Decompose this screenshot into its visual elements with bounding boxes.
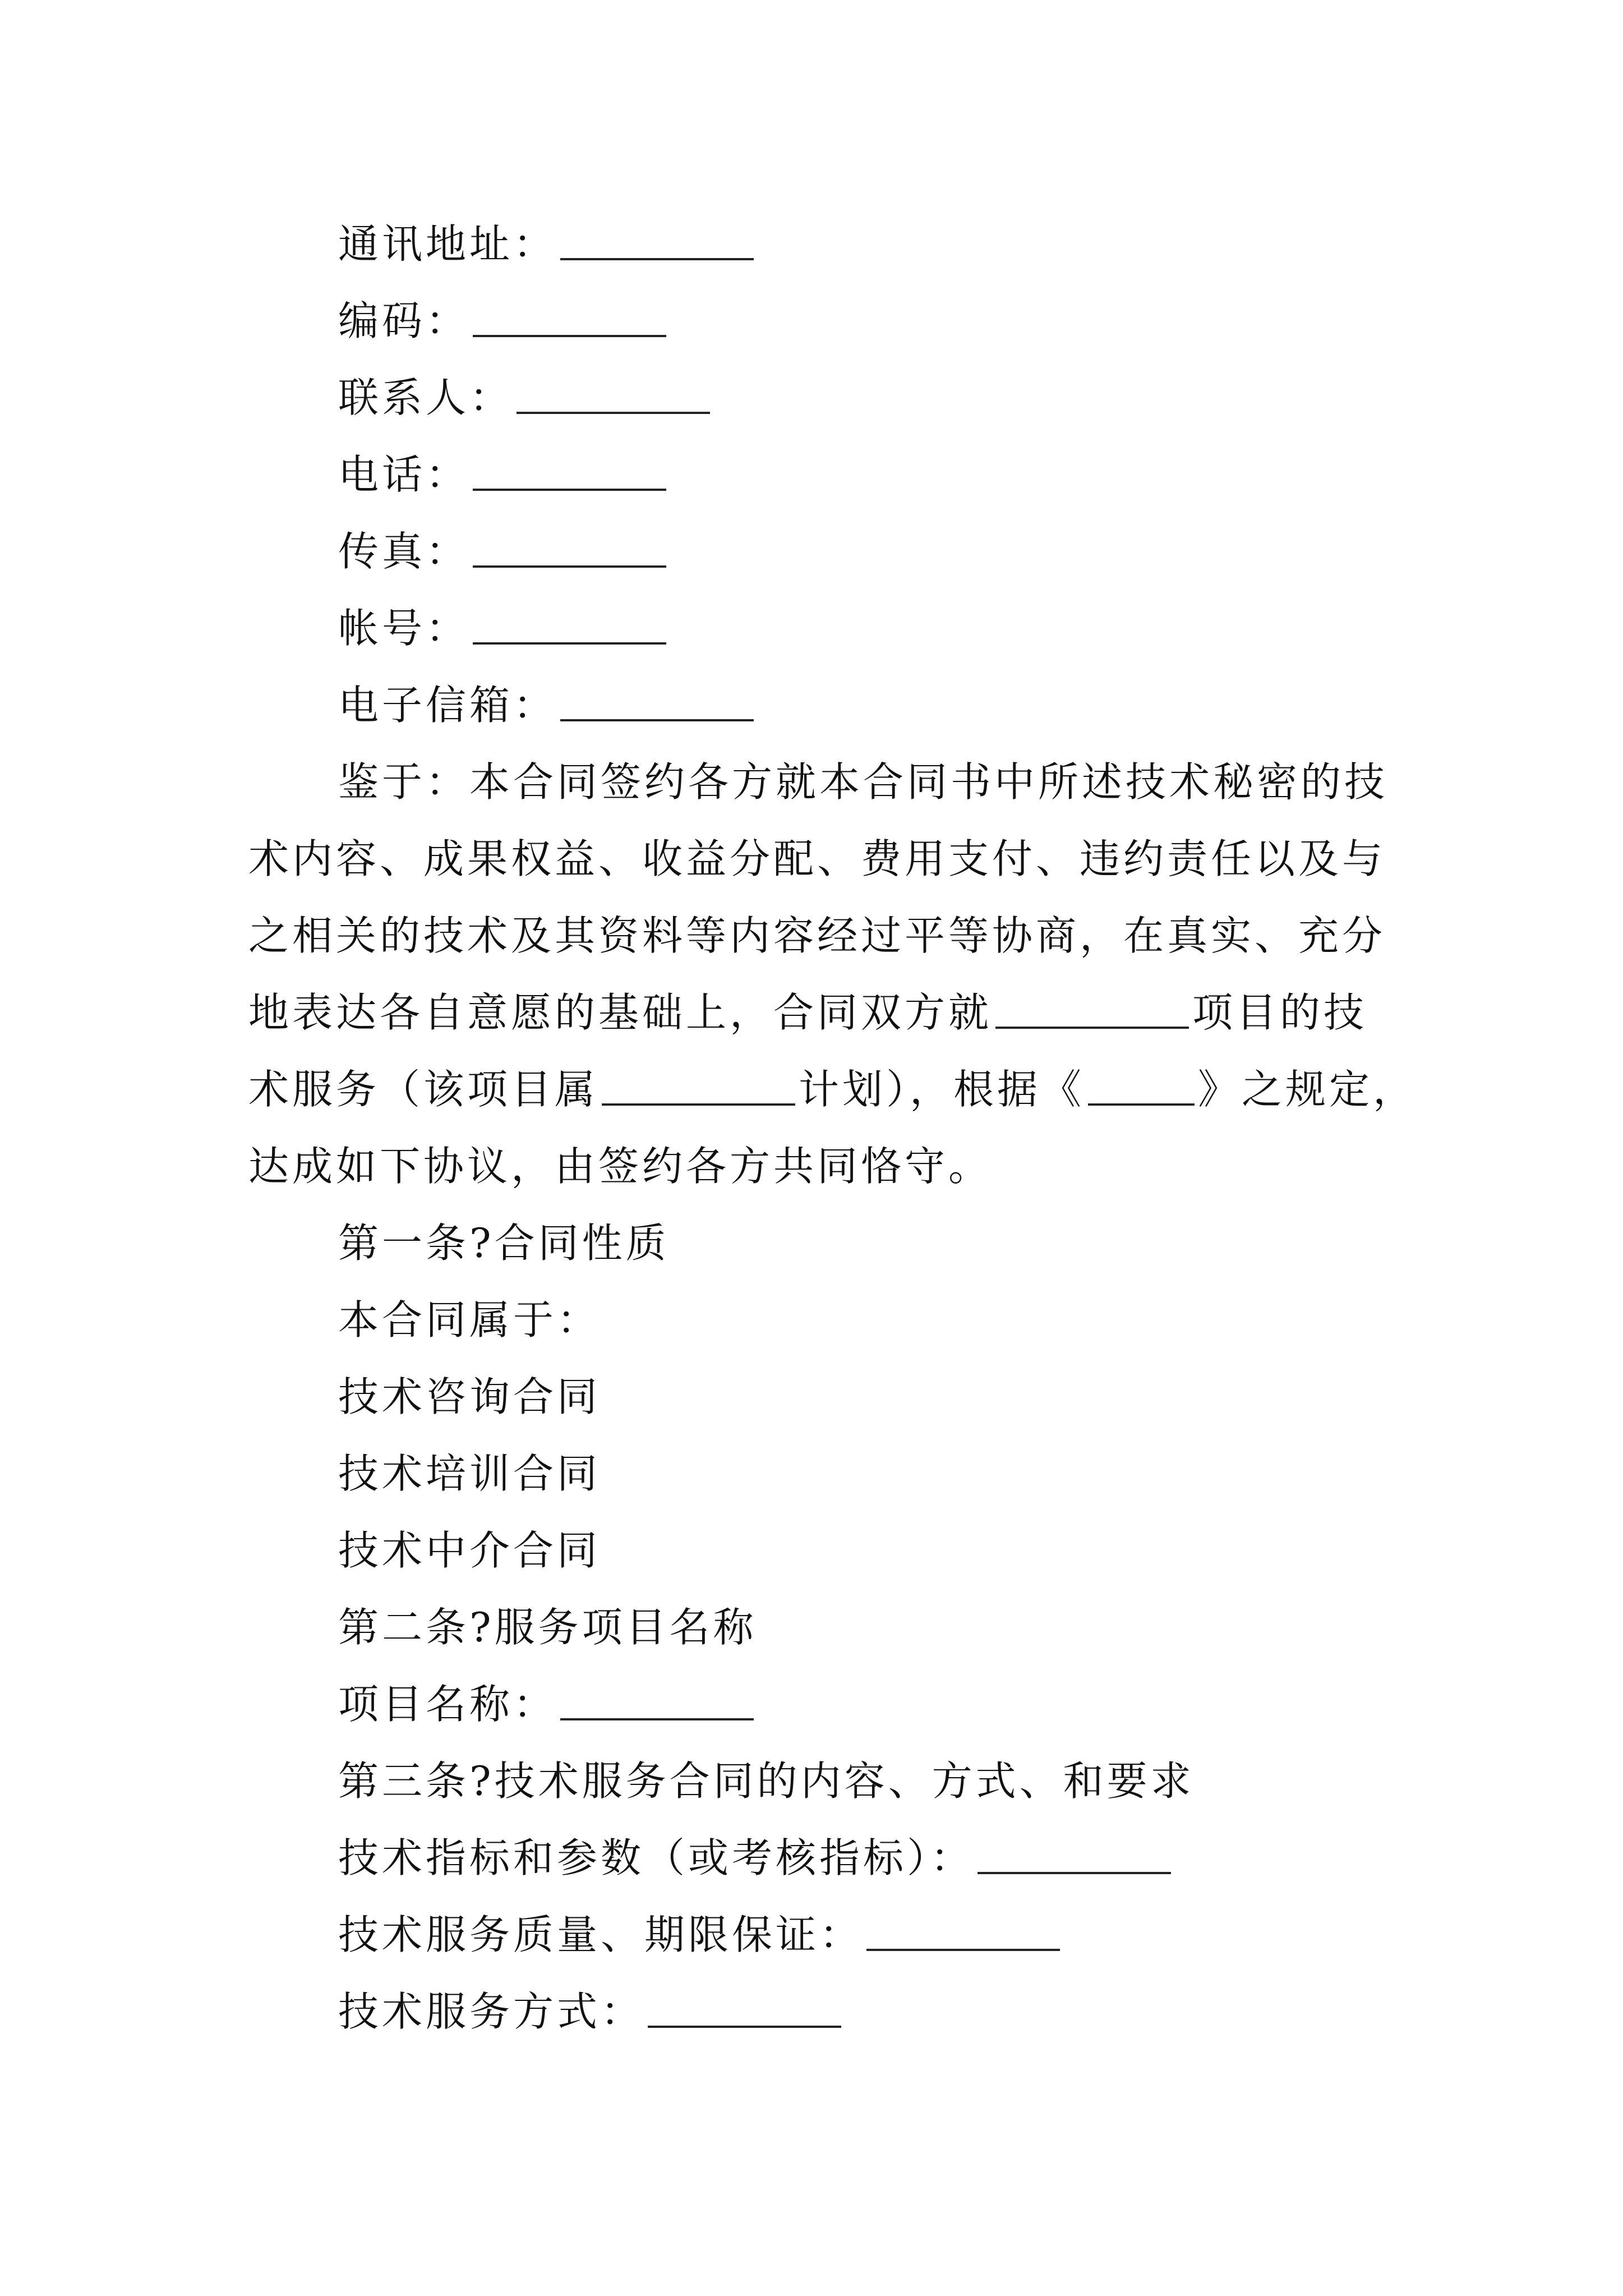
fax-label: 传真：: [338, 528, 470, 575]
project-blank: [995, 1027, 1189, 1029]
fax-blank: [473, 565, 666, 568]
article1-intro-text: 本合同属于：: [338, 1296, 601, 1343]
email-line: [0, 677, 1623, 733]
preamble-text-5c: 》之规定，: [1198, 1066, 1417, 1113]
postcode-blank: [473, 335, 666, 337]
preamble-line-2: [0, 831, 1623, 887]
article1-heading-text: 第一条?合同性质: [338, 1220, 670, 1267]
preamble-text-3: 之相关的技术及其资料等内容经过平等协商，在真实、充分: [248, 912, 1386, 959]
address-blank: [560, 258, 754, 260]
option-consulting: 技术咨询合同: [338, 1373, 601, 1420]
phone-label: 电话：: [338, 451, 470, 498]
preamble-line-3: [0, 908, 1623, 964]
article2-heading-text: 第二条?服务项目名称: [338, 1604, 757, 1651]
account-blank: [473, 642, 666, 645]
option-training: 技术培训合同: [338, 1450, 601, 1497]
postcode-line: [0, 293, 1623, 349]
preamble-text-5a: 术服务（该项目属: [248, 1066, 599, 1113]
email-blank: [560, 719, 754, 721]
preamble-line-6: [0, 1138, 1623, 1194]
project-name-line: [0, 1676, 1623, 1732]
preamble-line-1: [0, 754, 1623, 810]
indicators-line: [0, 1830, 1623, 1886]
account-label: 帐号：: [338, 605, 470, 652]
indicators-label: 技术指标和参数（或考核指标）：: [338, 1834, 975, 1881]
method-blank: [648, 2026, 841, 2028]
article3-heading: [0, 1753, 1623, 1809]
quality-blank: [866, 1949, 1060, 1951]
account-line: [0, 600, 1623, 656]
method-line: [0, 1984, 1623, 2040]
contact-person-line: [0, 370, 1623, 426]
law-blank: [1088, 1103, 1195, 1106]
article1-option-2: [0, 1446, 1623, 1502]
preamble-text-6: 达成如下协议，由签约各方共同恪守。: [248, 1143, 993, 1190]
address-line: [0, 216, 1623, 272]
plan-blank: [602, 1103, 795, 1106]
preamble-line-5: [0, 1061, 1623, 1117]
article3-heading-text: 第三条?技术服务合同的内容、方式、和要求: [338, 1757, 1195, 1805]
phone-blank: [473, 489, 666, 491]
preamble-text-1: 鉴于：本合同签约各方就本合同书中所述技术秘密的技: [338, 758, 1389, 806]
option-intermediary: 技术中介合同: [338, 1527, 601, 1574]
contact-person-blank: [517, 412, 710, 414]
preamble-line-4: [0, 984, 1623, 1041]
article1-heading: [0, 1215, 1623, 1271]
contact-person-label: 联系人：: [338, 374, 514, 421]
preamble-text-4b: 项目的技: [1192, 989, 1368, 1036]
preamble-text-4a: 地表达各自意愿的基础上，合同双方就: [248, 989, 993, 1036]
article1-option-1: [0, 1369, 1623, 1425]
quality-line: [0, 1907, 1623, 1963]
project-name-label: 项目名称：: [338, 1681, 557, 1728]
method-label: 技术服务方式：: [338, 1988, 645, 2035]
indicators-blank: [978, 1872, 1171, 1874]
preamble-text-5b: 计划），根据《: [799, 1066, 1085, 1113]
fax-line: [0, 523, 1623, 579]
project-name-blank: [560, 1718, 754, 1720]
article1-option-3: [0, 1522, 1623, 1579]
address-label: 通讯地址：: [338, 220, 557, 268]
email-label: 电子信箱：: [338, 682, 557, 729]
article1-intro: [0, 1292, 1623, 1348]
article2-heading: [0, 1599, 1623, 1655]
postcode-label: 编码：: [338, 297, 470, 344]
quality-label: 技术服务质量、期限保证：: [338, 1911, 864, 1958]
preamble-text-2: 术内容、成果权益、收益分配、费用支付、违约责任以及与: [248, 835, 1386, 882]
phone-line: [0, 447, 1623, 503]
